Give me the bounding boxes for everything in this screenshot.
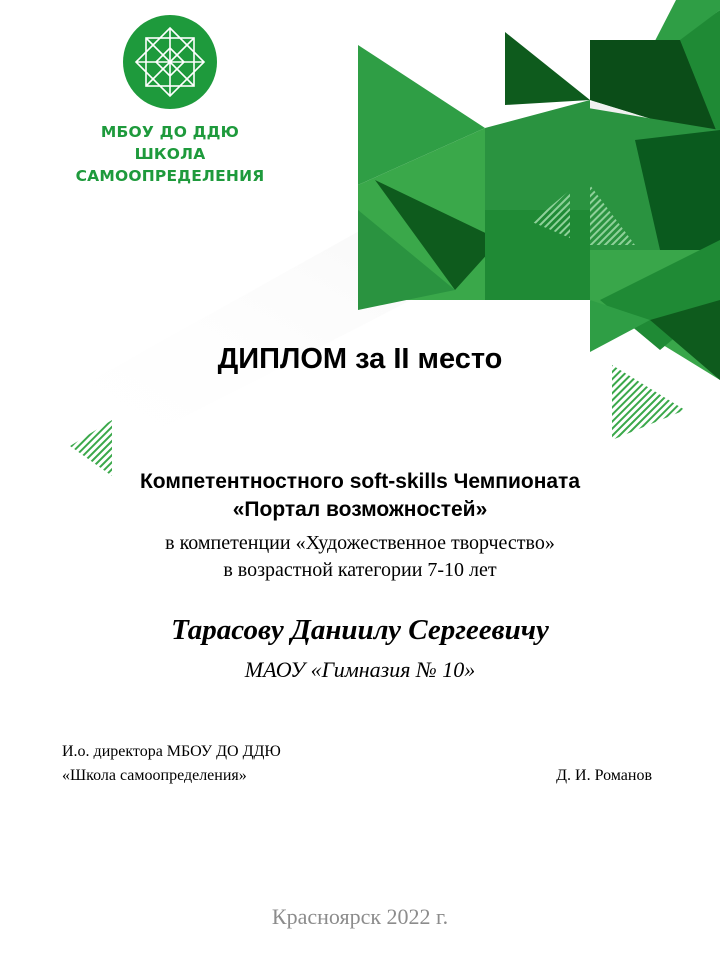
triangle-2: [485, 100, 590, 210]
logo-line-3: САМООПРЕДЕЛЕНИЯ: [75, 167, 265, 185]
championship-name: [0, 468, 720, 524]
diploma-title: ДИПЛОМ за II место: [217, 343, 503, 375]
city-year: Красноярск 2022 г.: [271, 904, 449, 929]
school-logo-text: [60, 121, 280, 187]
triangle-3: [505, 32, 590, 105]
hatched-triangle-3: [612, 365, 685, 440]
age-category-line: в возрастной категории 7-10 лет: [223, 559, 497, 581]
signatory-position: [62, 740, 281, 788]
logo-line-1: МБОУ ДО ДДЮ: [100, 123, 240, 141]
logo-line-2: ШКОЛА: [134, 145, 206, 163]
signatory-name: Д. И. Романов: [556, 767, 652, 784]
championship-line-1: Компетентностного soft-skills Чемпионата: [139, 470, 581, 493]
recipient-school: МАОУ «Гимназия № 10»: [244, 657, 476, 682]
competence-info: [0, 530, 720, 584]
championship-line-2: «Портал возможностей»: [232, 498, 488, 521]
competence-line: в компетенции «Художественное творчество»: [165, 532, 555, 554]
recipient-name: Тарасову Даниилу Сергеевичу: [171, 614, 549, 646]
school-logo-emblem: [122, 14, 218, 110]
signatory-position-line-1: И.о. директора МБОУ ДО ДДЮ: [62, 743, 281, 760]
signatory-position-line-2: «Школа самоопределения»: [62, 767, 247, 784]
